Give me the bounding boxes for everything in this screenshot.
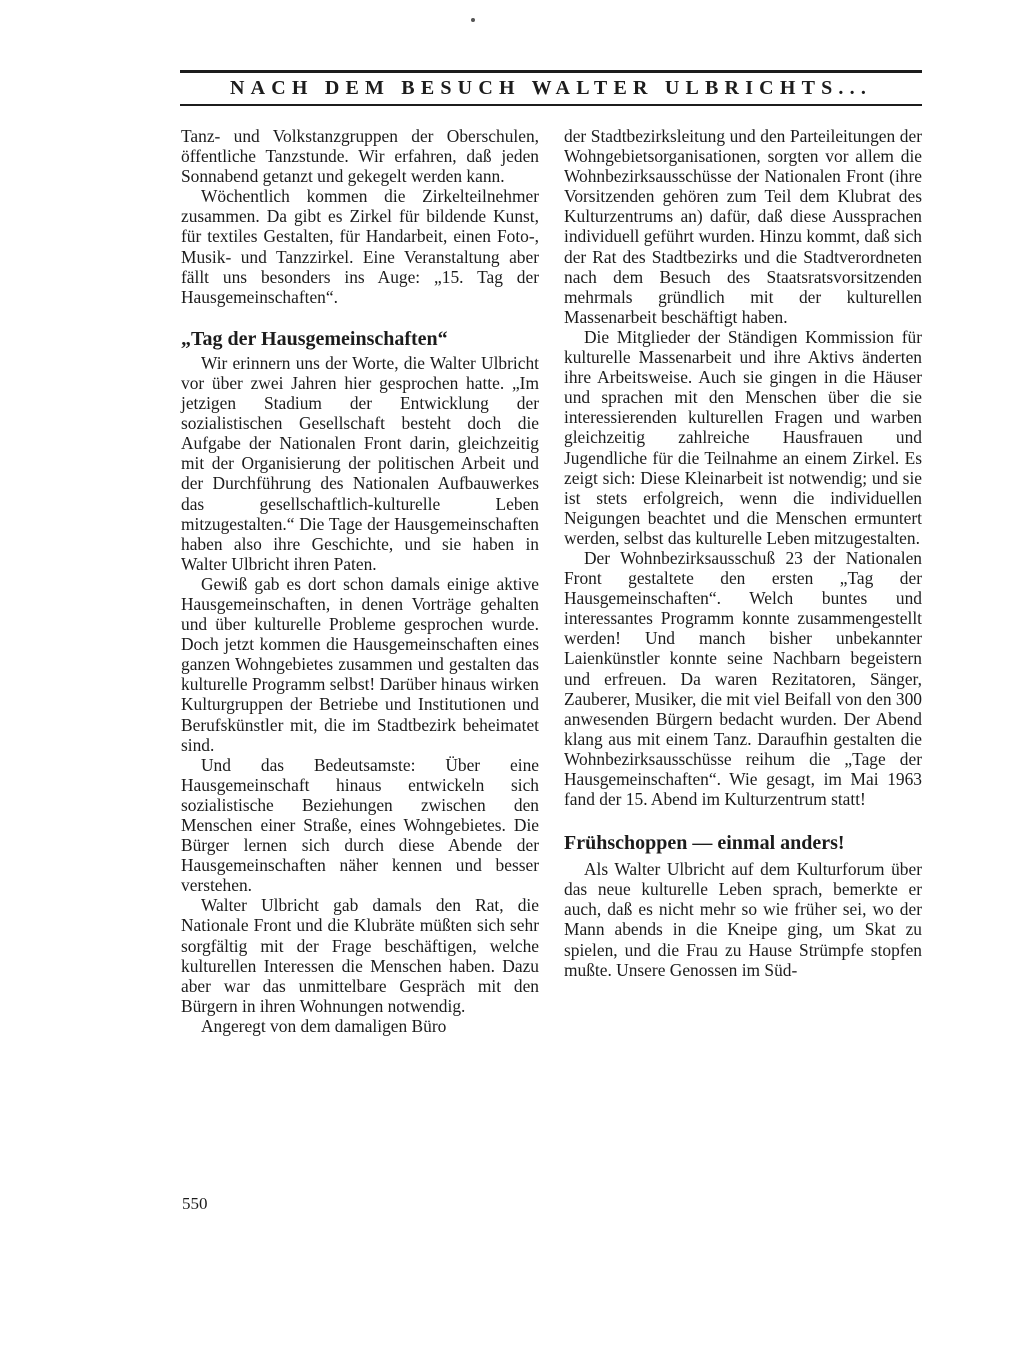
paragraph: Die Mitglieder der Ständigen Kommission für kulturelle Massenarbeit und ihre Aktivs änderten ihre Arbeitsweise. Auch sie gingen in die Häuser und sprachen mit den Menschen über die sie interessierenden kulturellen Fragen und warben gleichzeitig zahlreiche Hausfrauen und Jugendliche für die Teilnahme an einem Zirkel. Es zeigt sich: Diese Kleinarbeit ist notwendig; und sie ist stets erfolgreich, wenn die individuellen Neigungen beachtet und die Menschen ermuntert werden, selbst das kulturelle Leben mitzugestalten. <box>564 326 922 548</box>
paragraph: Als Walter Ulbricht auf dem Kulturforum über das neue kulturelle Leben sprach, bemerkte er auch, daß es nicht mehr so wie früher sei, wo der Mann abends in die Kneipe ging, um Skat zu spielen, und die Frau zu Hause Strümpfe stopfen mußte. Unsere Genossen im Süd- <box>564 859 922 980</box>
scan-dot <box>471 18 475 22</box>
paragraph: Gewiß gab es dort schon damals einige aktive Hausgemeinschaften, in denen Vorträge gehalten und über kulturelle Probleme gesprochen wurde. Doch jetzt kommen die Hausgemeinschaften eines ganzen Wohngebietes zusammen und gestalten das kulturelle Programm selbst! Darüber hinaus wirken Kulturgruppen der Betriebe und Institutionen und Berufskünstler mit, die im Stadtbezirk beheimatet sind. <box>181 573 539 755</box>
paragraph: Und das Bedeutsamste: Über eine Hausgemeinschaft hinaus entwickeln sich sozialistische Beziehungen zwischen den Menschen einer Straße, eines Wohngebietes. Die Bürger lernen sich durch diese Abende der Hausgemeinschaften näher kennen und besser verstehen. <box>181 754 539 896</box>
paragraph: Walter Ulbricht gab damals den Rat, die Nationale Front und die Klubräte müßten sich sehr sorgfältig mit der Frage beschäftigen, welche kulturellen Interessen die Menschen haben. Dazu aber war das unmittelbare Gespräch mit den Bürgern in ihren Wohnungen notwendig. <box>181 895 539 1016</box>
paragraph: Wöchentlich kommen die Zirkelteilnehmer zusammen. Da gibt es Zirkel für bildende Kunst, für textiles Gestalten, für Handarbeit, einen Foto-, Musik- und Tanzzirkel. Eine Veranstaltung aber fällt uns besonders ins Auge: „15. Tag der Hausgemeinschaften“. <box>181 186 539 307</box>
paragraph: der Stadtbezirksleitung und den Parteileitungen der Wohngebietsorganisationen, sorgten vor allem die Wohnbezirksausschüsse der Nationalen Front (ihre Vorsitzenden gehören zum Teil dem Klubrat des Kulturzentrums an) dafür, daß diese Aussprachen individuell geführt wurden. Hinzu kommt, daß sich der Rat des Stadtbezirks und die Stadtverordneten nach dem Besuch des Staatsratsvorsitzenden mehrmals gründlich mit der kulturellen Massenarbeit beschäftigt haben. <box>564 126 922 327</box>
section-heading: Frühschoppen — einmal anders! <box>564 832 845 855</box>
paragraph: Wir erinnern uns der Worte, die Walter Ulbricht vor über zwei Jahren hier gesprochen hatte. „Im jetzigen Stadium der Entwicklung der sozialistischen Gesellschaft besteht doch die Aufgabe der Nationalen Front darin, gleichzeitig mit der Organisierung der politischen Arbeit und der Durchführung des Nationalen Aufbauwerkes das gesellschaftlich-kulturelle Leben mitzugestalten.“ Die Tage der Hausgemeinschaften haben also ihre Geschichte, und sie haben in Walter Ulbricht ihren Paten. <box>181 352 539 574</box>
left-column <box>181 126 539 1036</box>
section-heading: „Tag der Hausgemeinschaften“ <box>181 327 448 350</box>
paragraph: Angeregt von dem damaligen Büro <box>201 1015 447 1036</box>
running-header-title: NACH DEM BESUCH WALTER ULBRICHTS... <box>229 77 873 99</box>
paragraph: Tanz- und Volkstanzgruppen der Oberschulen, öffentliche Tanzstunde. Wir erfahren, daß jeden Sonnabend getanzt und gekegelt werden kann. <box>181 126 539 187</box>
paragraph: Der Wohnbezirksausschuß 23 der Nationalen Front gestaltete den ersten „Tag der Hausgemeinschaften“. Welch buntes und interessantes Programm konnte zusammengestellt werden! Und manch bisher unbekannter Laienkünstler konnte seine Nachbarn begeistern und erfreuen. Da waren Rezitatoren, Sänger, Zauberer, Musiker, die mit viel Beifall von den 300 anwesenden Bürgern bedacht wurden. Der Abend klang aus mit einem Tanz. Daraufhin gestalten die Wohnbezirksausschüsse reihum die „Tage der Hausgemeinschaften“. Wie gesagt, im Mai 1963 fand der 15. Abend im Kulturzentrum statt! <box>564 547 922 810</box>
right-column <box>564 126 922 980</box>
page-number: 550 <box>182 1194 208 1213</box>
running-header <box>180 70 922 106</box>
